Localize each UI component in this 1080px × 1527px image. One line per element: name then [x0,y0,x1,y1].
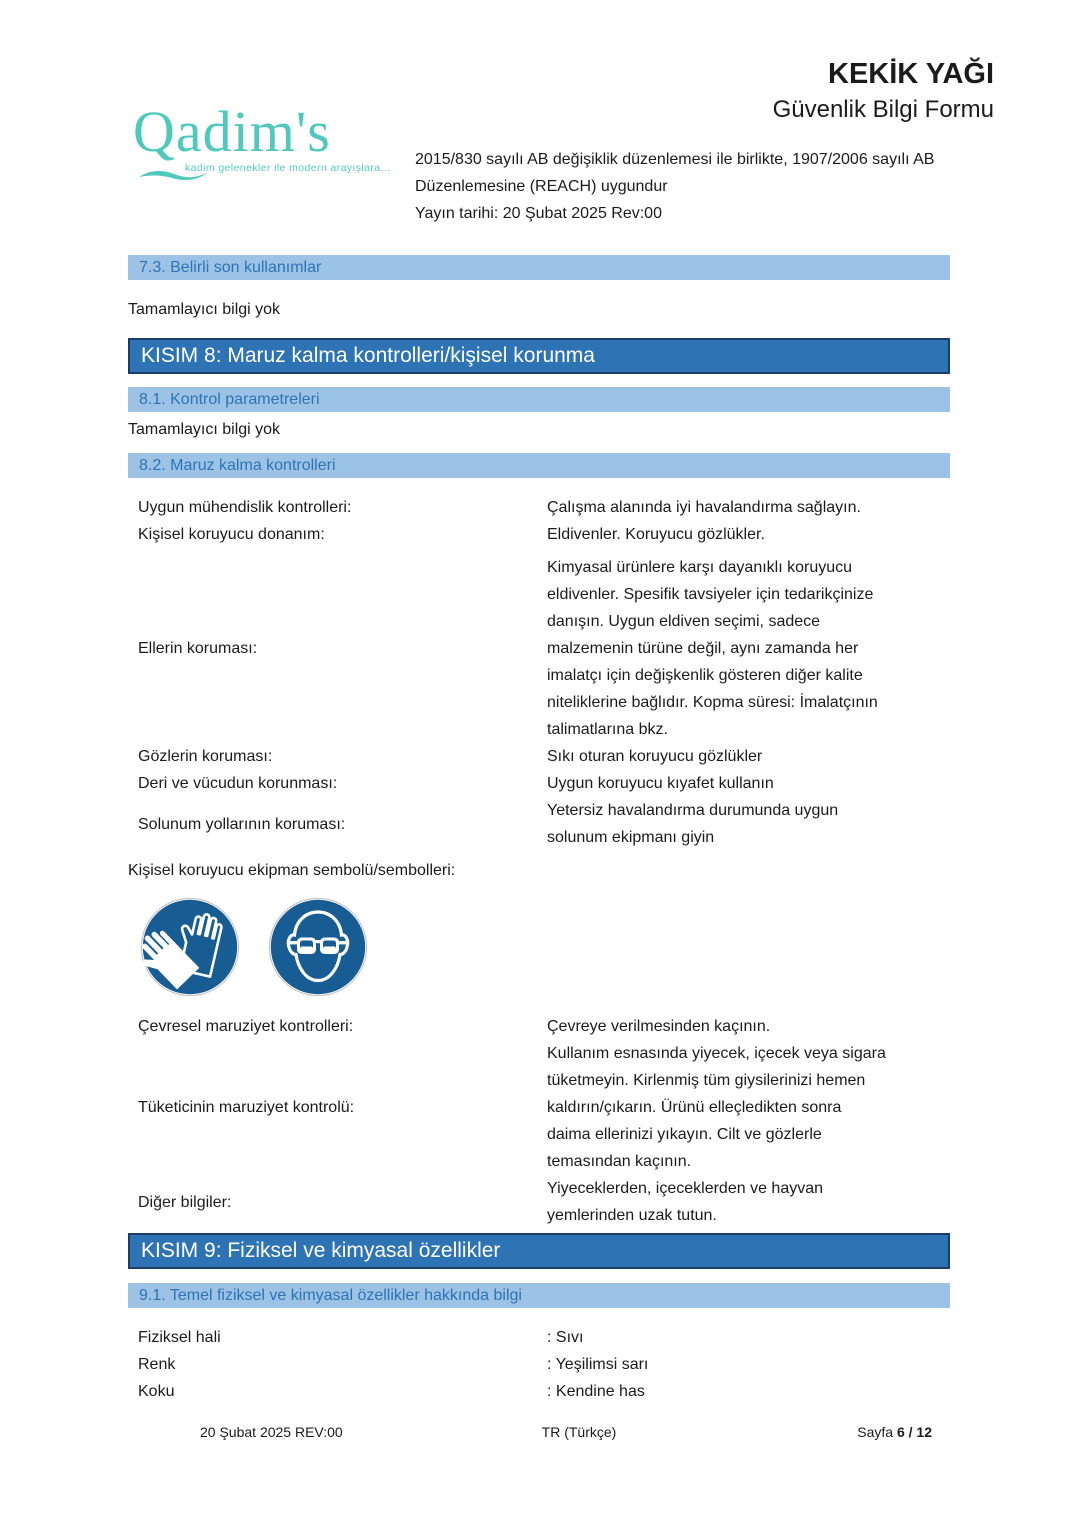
value-line: talimatlarına bkz. [547,721,668,738]
section-9-header: KISIM 9: Fiziksel ve kimyasal özellikler [128,1233,950,1269]
row-value [547,1040,950,1175]
section-8-1-body: Tamamlayıcı bilgi yok [128,421,281,438]
row-label: Tüketicinin maruziyet kontrolü: [138,1099,355,1116]
table-row [128,1013,950,1040]
row-value [547,797,950,851]
row-value: : Sıvı [547,1329,584,1346]
row-label: Fiziksel hali [138,1329,221,1346]
table-row [128,797,950,851]
table-row [128,1351,950,1378]
regulation-line: 2015/830 sayılı AB değişiklik düzenlemesi ile birlikte, 1907/2006 sayılı AB [415,151,935,168]
wear-protective-gloves-icon [140,897,240,997]
table-row [128,770,950,797]
ppe-symbols [128,897,950,997]
table-row [128,1324,950,1351]
exposure-controls-table [128,494,950,851]
value-line: Yiyeceklerden, içeceklerden ve hayvan [547,1180,824,1197]
row-label: Ellerin koruması: [138,640,258,657]
row-label: Uygun mühendislik kontrolleri: [138,499,352,516]
row-label: Çevresel maruziyet kontrolleri: [138,1018,354,1035]
value-line: danışın. Uygun eldiven seçimi, sadece [547,613,821,630]
footer-revision: 20 Şubat 2025 REV:00 [200,1424,343,1440]
table-row [128,1175,950,1229]
brand-logo [133,99,391,174]
value-line: Yetersiz havalandırma durumunda uygun [547,802,839,819]
row-label: Solunum yollarının koruması: [138,815,346,833]
ppe-symbols-heading: Kişisel koruyucu ekipman sembolü/sembolleri: [128,862,456,879]
value-line: Kullanım esnasında yiyecek, içecek veya sigara [547,1045,886,1062]
value-line: daima ellerinizi yıkayın. Cilt ve gözlerle [547,1126,822,1143]
row-label: Diğer bilgiler: [138,1193,232,1211]
value-line: Kimyasal ürünlere karşı dayanıklı koruyucu [547,559,853,576]
brand-tagline: kadim gelenekler ile modern arayışlara... [185,162,391,174]
row-value: Sıkı oturan koruyucu gözlükler [547,748,763,765]
section-8-2-header: 8.2. Maruz kalma kontrolleri [128,453,950,478]
section-8-header: KISIM 8: Maruz kalma kontrolleri/kişisel korunma [128,338,950,374]
table-row [128,1378,950,1405]
value-line: malzemenin türüne değil, aynı zamanda her [547,640,859,657]
footer-language: TR (Türkçe) [541,1424,617,1440]
environmental-controls-table [128,1013,950,1229]
footer-page-number [750,1422,950,1442]
value-line: kaldırın/çıkarın. Ürünü elleçledikten sonra [547,1099,842,1116]
value-line: niteliklerine bağlıdır. Kopma süresi: İmalatçının [547,694,878,711]
wear-eye-protection-icon [268,897,368,997]
physical-properties-table [128,1324,950,1405]
regulation-line: Yayın tarihi: 20 Şubat 2025 Rev:00 [415,205,662,222]
value-line: tüketmeyin. Kirlenmiş tüm giysilerinizi hemen [547,1072,866,1089]
row-value: Uygun koruyucu kıyafet kullanın [547,775,774,792]
value-line: imalatçı için değişkenlik gösteren diğer kalite [547,667,863,684]
table-row [128,743,950,770]
table-row [128,494,950,521]
logo-wave-icon [137,168,211,182]
row-value: : Yeşilimsi sarı [547,1356,649,1373]
product-title: KEKİK YAĞI [828,58,994,90]
section-7-3-body: Tamamlayıcı bilgi yok [128,301,281,318]
table-row [128,554,950,743]
value-line: yemlerinden uzak tutun. [547,1207,717,1224]
row-value [547,1175,950,1229]
row-value: : Kendine has [547,1383,645,1400]
value-line: solunum ekipmanı giyin [547,829,715,846]
document-body [128,255,950,1405]
row-value: Çevreye verilmesinden kaçının. [547,1018,771,1035]
page-footer [128,1422,950,1442]
row-label: Kişisel koruyucu donanım: [138,526,325,543]
row-label: Koku [138,1383,175,1400]
footer-page-label: Sayfa [857,1424,894,1440]
value-line: eldivenler. Spesifik tavsiyeler için tedarikçinize [547,586,874,603]
table-row [128,521,950,548]
footer-page-value: 6 / 12 [896,1424,932,1440]
document-subtitle: Güvenlik Bilgi Formu [772,96,994,123]
brand-name: Qadim's [133,99,331,164]
row-label: Renk [138,1356,176,1373]
section-9-1-header: 9.1. Temel fiziksel ve kimyasal özellikler hakkında bilgi [128,1283,950,1308]
section-7-3-header: 7.3. Belirli son kullanımlar [128,255,950,280]
row-value [547,554,950,743]
regulation-line: Düzenlemesine (REACH) uygundur [415,178,668,195]
section-8-1-header: 8.1. Kontrol parametreleri [128,387,950,412]
row-value: Eldivenler. Koruyucu gözlükler. [547,526,765,543]
row-label: Deri ve vücudun korunması: [138,775,338,792]
regulation-note [415,146,975,227]
title-block [773,56,994,126]
table-row [128,1040,950,1175]
value-line: temasından kaçının. [547,1153,692,1170]
row-label: Gözlerin koruması: [138,748,273,765]
row-value: Çalışma alanında iyi havalandırma sağlayın. [547,499,861,516]
